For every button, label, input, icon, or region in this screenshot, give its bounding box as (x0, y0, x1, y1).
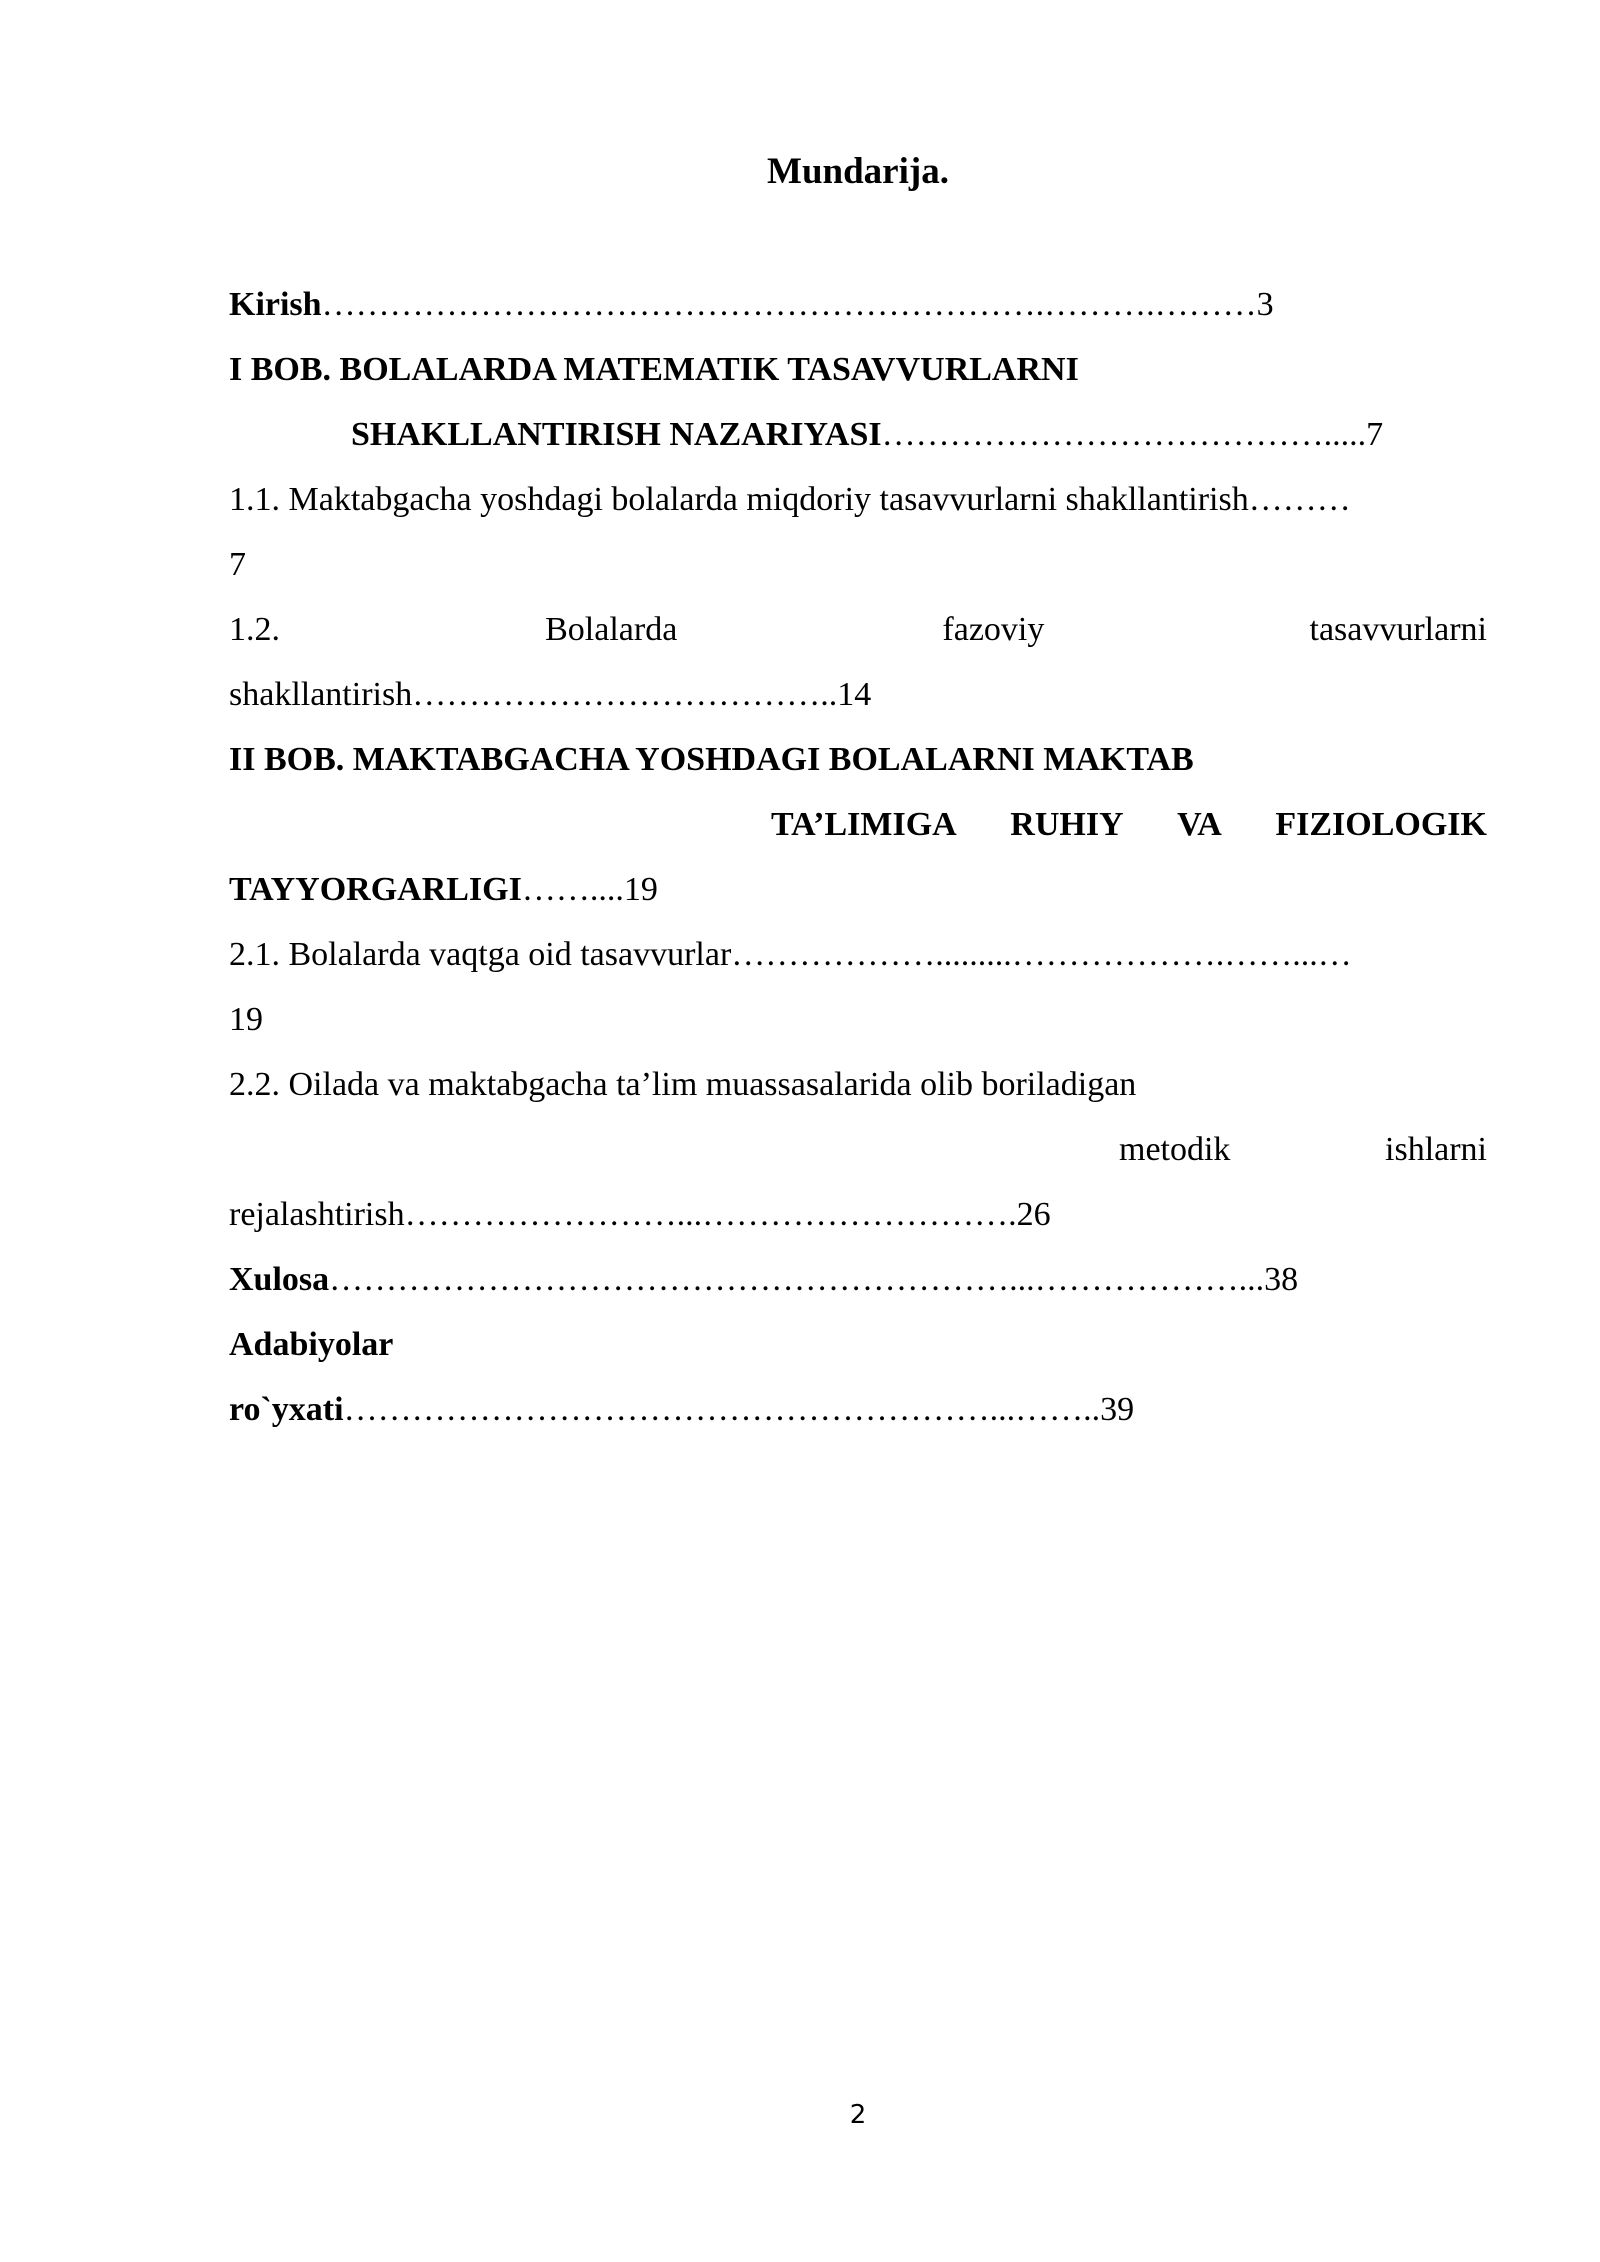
toc-chapter-2-word: FIZIOLOGIK (1275, 806, 1487, 843)
toc-section-1-2-word: tasavvurlarni (1309, 611, 1487, 648)
toc-section-2-2-line1: 2.2. Oilada va maktabgacha ta’lim muassasalarida olib boriladigan (229, 1066, 1137, 1103)
toc-section-2-1: 2.1. Bolalarda vaqtga oid tasavvurlar……………….........……………….……...… (229, 936, 1352, 973)
toc-section-1-2-line1 (229, 605, 1487, 670)
toc-kirish-label: Kirish (229, 286, 322, 323)
table-of-contents (229, 280, 1487, 1450)
toc-chapter-1-line1: I BOB. BOLALARDA MATEMATIK TASAVVURLARNI (229, 351, 1079, 388)
toc-chapter-2-word: RUHIY (1010, 806, 1124, 843)
toc-section-2-2-line2 (229, 1125, 1487, 1190)
toc-xulosa-label: Xulosa (229, 1261, 330, 1298)
toc-adabiyot-label: ro`yxati (229, 1391, 344, 1428)
toc-section-1-2-word: Bolalarda (545, 611, 678, 648)
toc-section-1-1-page: 7 (229, 546, 246, 583)
toc-chapter-2-line3 (229, 865, 1487, 930)
toc-chapter-2-line2 (229, 800, 1487, 865)
toc-section-1-2-line2: shakllantirish………………………………..14 (229, 676, 872, 713)
toc-entry-xulosa (229, 1255, 1487, 1320)
toc-adabiyot-dots: …………………………………………………...……..39 (343, 1391, 1135, 1428)
toc-chapter-2-word: VA (1177, 806, 1222, 843)
toc-section-2-2-line3: rejalashtirish……………………...……………………….26 (229, 1196, 1051, 1233)
toc-chapter-1-title: SHAKLLANTIRISH NAZARIYASI (351, 416, 882, 453)
toc-section-1-1: 1.1. Maktabgacha yoshdagi bolalarda miqdoriy tasavvurlarni shakllantirish……… (229, 481, 1351, 518)
toc-chapter-2-title-end: TAYYORGARLIGI (229, 871, 522, 908)
toc-xulosa-dots: ……………………………………………………...………………...38 (329, 1261, 1299, 1298)
toc-chapter-2-dots: ……....19 (521, 871, 658, 908)
toc-chapter-1-dots: ………………………………….....7 (881, 416, 1384, 453)
toc-section-2-2-word: metodik (1119, 1131, 1231, 1168)
toc-chapter-1-line2 (229, 410, 1487, 475)
toc-chapter-2-line1: II BOB. MAKTABGACHA YOSHDAGI BOLALARNI MAKTAB (229, 741, 1194, 778)
toc-kirish-dots: ……………………………………………………….……….………3 (321, 286, 1274, 323)
toc-section-2-1-page: 19 (229, 1001, 263, 1038)
toc-entry-adabiyot-line1: Adabiyolar (229, 1326, 394, 1363)
toc-section-1-2-word: 1.2. (229, 611, 280, 648)
toc-section-1-2-word: fazoviy (942, 611, 1045, 648)
toc-chapter-2-word: TA’LIMIGA (771, 806, 957, 843)
toc-section-2-2-word: ishlarni (1385, 1131, 1487, 1168)
page-number: 2 (849, 2100, 867, 2130)
page-title: Mundarija. (767, 151, 949, 192)
toc-entry-kirish (229, 280, 1487, 345)
toc-entry-adabiyot-line2 (229, 1385, 1487, 1450)
